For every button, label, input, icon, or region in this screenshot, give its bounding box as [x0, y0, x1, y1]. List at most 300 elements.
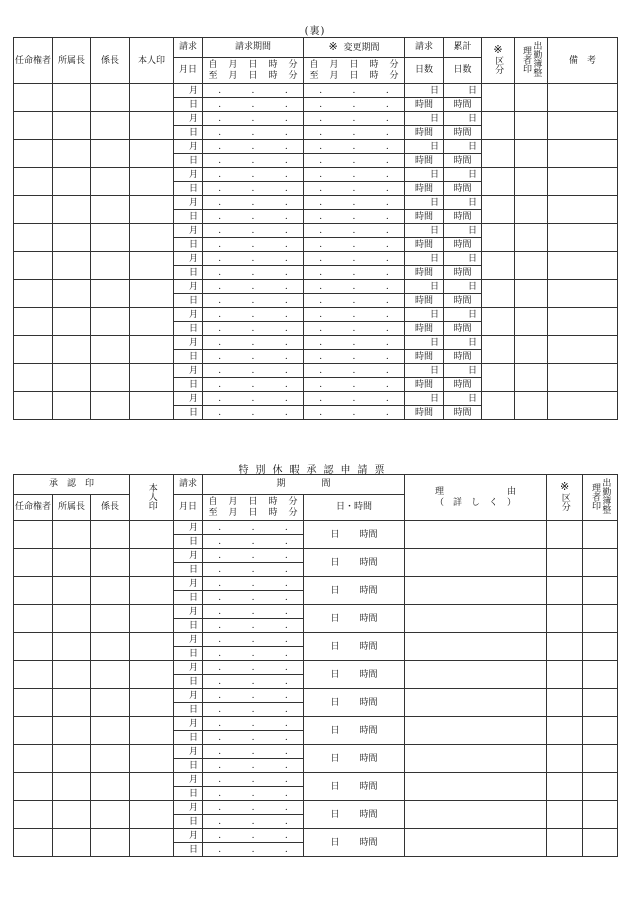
- category-cell[interactable]: [547, 773, 583, 801]
- appointer-cell[interactable]: [14, 308, 53, 336]
- appointer-cell[interactable]: [14, 633, 53, 661]
- request-days-day[interactable]: 日: [405, 140, 444, 154]
- cumulative-days-day[interactable]: 日: [444, 112, 482, 126]
- request-days-hours[interactable]: 時間: [405, 238, 444, 252]
- day-cell[interactable]: 日: [174, 703, 203, 717]
- period-dots[interactable]: [203, 703, 304, 717]
- category-cell[interactable]: [547, 521, 583, 549]
- dept-head-cell[interactable]: [53, 252, 91, 280]
- period-dots[interactable]: [304, 112, 405, 126]
- category-cell[interactable]: [482, 336, 515, 364]
- month-cell[interactable]: 月: [174, 224, 203, 238]
- request-days-hours[interactable]: 時間: [405, 126, 444, 140]
- day-time-cell[interactable]: [304, 745, 405, 773]
- day-cell[interactable]: 日: [174, 182, 203, 196]
- dept-head-cell[interactable]: [53, 829, 91, 857]
- dept-head-cell[interactable]: [53, 280, 91, 308]
- period-dots[interactable]: [203, 336, 304, 350]
- period-dots[interactable]: [304, 98, 405, 112]
- self-seal-cell[interactable]: [130, 364, 174, 392]
- attendance-seal-cell[interactable]: [515, 196, 548, 224]
- period-dots[interactable]: [203, 591, 304, 605]
- chief-cell[interactable]: [91, 661, 130, 689]
- month-cell[interactable]: 月: [174, 605, 203, 619]
- dept-head-cell[interactable]: [53, 336, 91, 364]
- period-dots[interactable]: [304, 182, 405, 196]
- category-cell[interactable]: [482, 392, 515, 420]
- attendance-seal-cell[interactable]: [583, 605, 618, 633]
- day-time-cell[interactable]: [304, 801, 405, 829]
- cumulative-days-hours[interactable]: 時間: [444, 322, 482, 336]
- category-cell[interactable]: [547, 549, 583, 577]
- period-dots[interactable]: [203, 294, 304, 308]
- reason-cell[interactable]: [405, 521, 547, 549]
- chief-cell[interactable]: [91, 717, 130, 745]
- period-dots[interactable]: [304, 84, 405, 98]
- period-dots[interactable]: [203, 84, 304, 98]
- attendance-seal-cell[interactable]: [583, 829, 618, 857]
- dept-head-cell[interactable]: [53, 633, 91, 661]
- category-cell[interactable]: [547, 745, 583, 773]
- chief-cell[interactable]: [91, 84, 130, 112]
- month-cell[interactable]: 月: [174, 829, 203, 843]
- category-cell[interactable]: [482, 252, 515, 280]
- remarks-cell[interactable]: [548, 252, 618, 280]
- remarks-cell[interactable]: [548, 168, 618, 196]
- category-cell[interactable]: [547, 717, 583, 745]
- appointer-cell[interactable]: [14, 280, 53, 308]
- day-time-cell[interactable]: [304, 577, 405, 605]
- chief-cell[interactable]: [91, 745, 130, 773]
- self-seal-cell[interactable]: [130, 392, 174, 420]
- period-dots[interactable]: [304, 196, 405, 210]
- day-cell[interactable]: 日: [174, 843, 203, 857]
- attendance-seal-cell[interactable]: [583, 773, 618, 801]
- dept-head-cell[interactable]: [53, 661, 91, 689]
- appointer-cell[interactable]: [14, 140, 53, 168]
- chief-cell[interactable]: [91, 252, 130, 280]
- request-days-hours[interactable]: 時間: [405, 266, 444, 280]
- period-dots[interactable]: [203, 266, 304, 280]
- period-dots[interactable]: [203, 406, 304, 420]
- attendance-seal-cell[interactable]: [583, 577, 618, 605]
- period-dots[interactable]: [203, 535, 304, 549]
- request-days-hours[interactable]: 時間: [405, 378, 444, 392]
- request-days-day[interactable]: 日: [405, 112, 444, 126]
- period-dots[interactable]: [203, 521, 304, 535]
- self-seal-cell[interactable]: [130, 773, 174, 801]
- chief-cell[interactable]: [91, 689, 130, 717]
- category-cell[interactable]: [482, 196, 515, 224]
- period-dots[interactable]: [203, 633, 304, 647]
- attendance-seal-cell[interactable]: [515, 336, 548, 364]
- remarks-cell[interactable]: [548, 224, 618, 252]
- period-dots[interactable]: [304, 336, 405, 350]
- period-dots[interactable]: [203, 717, 304, 731]
- period-dots[interactable]: [203, 759, 304, 773]
- day-cell[interactable]: 日: [174, 759, 203, 773]
- request-days-hours[interactable]: 時間: [405, 406, 444, 420]
- remarks-cell[interactable]: [548, 196, 618, 224]
- period-dots[interactable]: [203, 238, 304, 252]
- attendance-seal-cell[interactable]: [515, 392, 548, 420]
- day-time-cell[interactable]: [304, 605, 405, 633]
- cumulative-days-day[interactable]: 日: [444, 224, 482, 238]
- request-days-hours[interactable]: 時間: [405, 154, 444, 168]
- cumulative-days-day[interactable]: 日: [444, 252, 482, 266]
- day-cell[interactable]: 日: [174, 238, 203, 252]
- chief-cell[interactable]: [91, 364, 130, 392]
- cumulative-days-day[interactable]: 日: [444, 196, 482, 210]
- remarks-cell[interactable]: [548, 112, 618, 140]
- remarks-cell[interactable]: [548, 84, 618, 112]
- month-cell[interactable]: 月: [174, 364, 203, 378]
- attendance-seal-cell[interactable]: [583, 549, 618, 577]
- day-cell[interactable]: 日: [174, 591, 203, 605]
- attendance-seal-cell[interactable]: [515, 140, 548, 168]
- self-seal-cell[interactable]: [130, 308, 174, 336]
- dept-head-cell[interactable]: [53, 140, 91, 168]
- request-days-hours[interactable]: 時間: [405, 98, 444, 112]
- day-time-cell[interactable]: [304, 633, 405, 661]
- period-dots[interactable]: [304, 224, 405, 238]
- appointer-cell[interactable]: [14, 392, 53, 420]
- cumulative-days-hours[interactable]: 時間: [444, 266, 482, 280]
- period-dots[interactable]: [203, 378, 304, 392]
- period-dots[interactable]: [304, 308, 405, 322]
- cumulative-days-day[interactable]: 日: [444, 392, 482, 406]
- period-dots[interactable]: [304, 294, 405, 308]
- day-cell[interactable]: 日: [174, 647, 203, 661]
- request-days-hours[interactable]: 時間: [405, 294, 444, 308]
- month-cell[interactable]: 月: [174, 773, 203, 787]
- period-dots[interactable]: [203, 252, 304, 266]
- period-dots[interactable]: [203, 140, 304, 154]
- reason-cell[interactable]: [405, 689, 547, 717]
- request-days-hours[interactable]: 時間: [405, 322, 444, 336]
- appointer-cell[interactable]: [14, 521, 53, 549]
- period-dots[interactable]: [304, 350, 405, 364]
- period-dots[interactable]: [203, 801, 304, 815]
- chief-cell[interactable]: [91, 308, 130, 336]
- attendance-seal-cell[interactable]: [515, 224, 548, 252]
- month-cell[interactable]: 月: [174, 801, 203, 815]
- chief-cell[interactable]: [91, 521, 130, 549]
- period-dots[interactable]: [203, 196, 304, 210]
- day-cell[interactable]: 日: [174, 294, 203, 308]
- month-cell[interactable]: 月: [174, 112, 203, 126]
- period-dots[interactable]: [203, 224, 304, 238]
- period-dots[interactable]: [304, 266, 405, 280]
- appointer-cell[interactable]: [14, 336, 53, 364]
- attendance-seal-cell[interactable]: [515, 364, 548, 392]
- day-time-cell[interactable]: [304, 773, 405, 801]
- dept-head-cell[interactable]: [53, 773, 91, 801]
- request-days-hours[interactable]: 時間: [405, 182, 444, 196]
- appointer-cell[interactable]: [14, 549, 53, 577]
- reason-cell[interactable]: [405, 605, 547, 633]
- dept-head-cell[interactable]: [53, 549, 91, 577]
- period-dots[interactable]: [203, 549, 304, 563]
- period-dots[interactable]: [203, 661, 304, 675]
- chief-cell[interactable]: [91, 168, 130, 196]
- self-seal-cell[interactable]: [130, 84, 174, 112]
- period-dots[interactable]: [203, 210, 304, 224]
- month-cell[interactable]: 月: [174, 745, 203, 759]
- category-cell[interactable]: [482, 112, 515, 140]
- self-seal-cell[interactable]: [130, 605, 174, 633]
- period-dots[interactable]: [203, 577, 304, 591]
- request-days-day[interactable]: 日: [405, 336, 444, 350]
- cumulative-days-hours[interactable]: 時間: [444, 350, 482, 364]
- period-dots[interactable]: [304, 238, 405, 252]
- appointer-cell[interactable]: [14, 168, 53, 196]
- chief-cell[interactable]: [91, 196, 130, 224]
- dept-head-cell[interactable]: [53, 168, 91, 196]
- period-dots[interactable]: [203, 280, 304, 294]
- dept-head-cell[interactable]: [53, 196, 91, 224]
- cumulative-days-hours[interactable]: 時間: [444, 98, 482, 112]
- request-days-day[interactable]: 日: [405, 196, 444, 210]
- appointer-cell[interactable]: [14, 745, 53, 773]
- month-cell[interactable]: 月: [174, 84, 203, 98]
- request-days-day[interactable]: 日: [405, 308, 444, 322]
- appointer-cell[interactable]: [14, 577, 53, 605]
- day-cell[interactable]: 日: [174, 619, 203, 633]
- category-cell[interactable]: [482, 140, 515, 168]
- period-dots[interactable]: [304, 252, 405, 266]
- reason-cell[interactable]: [405, 577, 547, 605]
- day-cell[interactable]: 日: [174, 378, 203, 392]
- remarks-cell[interactable]: [548, 280, 618, 308]
- self-seal-cell[interactable]: [130, 252, 174, 280]
- period-dots[interactable]: [203, 619, 304, 633]
- request-days-day[interactable]: 日: [405, 364, 444, 378]
- period-dots[interactable]: [203, 773, 304, 787]
- day-time-cell[interactable]: [304, 829, 405, 857]
- request-days-day[interactable]: 日: [405, 280, 444, 294]
- period-dots[interactable]: [203, 182, 304, 196]
- day-cell[interactable]: 日: [174, 350, 203, 364]
- appointer-cell[interactable]: [14, 661, 53, 689]
- month-cell[interactable]: 月: [174, 280, 203, 294]
- period-dots[interactable]: [203, 308, 304, 322]
- period-dots[interactable]: [304, 140, 405, 154]
- dept-head-cell[interactable]: [53, 689, 91, 717]
- month-cell[interactable]: 月: [174, 717, 203, 731]
- self-seal-cell[interactable]: [130, 140, 174, 168]
- reason-cell[interactable]: [405, 801, 547, 829]
- period-dots[interactable]: [203, 154, 304, 168]
- request-days-day[interactable]: 日: [405, 84, 444, 98]
- period-dots[interactable]: [203, 689, 304, 703]
- remarks-cell[interactable]: [548, 336, 618, 364]
- appointer-cell[interactable]: [14, 84, 53, 112]
- day-time-cell[interactable]: [304, 689, 405, 717]
- dept-head-cell[interactable]: [53, 521, 91, 549]
- request-days-hours[interactable]: 時間: [405, 350, 444, 364]
- day-cell[interactable]: 日: [174, 815, 203, 829]
- cumulative-days-hours[interactable]: 時間: [444, 210, 482, 224]
- day-cell[interactable]: 日: [174, 98, 203, 112]
- remarks-cell[interactable]: [548, 308, 618, 336]
- cumulative-days-hours[interactable]: 時間: [444, 238, 482, 252]
- self-seal-cell[interactable]: [130, 689, 174, 717]
- remarks-cell[interactable]: [548, 364, 618, 392]
- category-cell[interactable]: [482, 224, 515, 252]
- chief-cell[interactable]: [91, 392, 130, 420]
- category-cell[interactable]: [482, 84, 515, 112]
- dept-head-cell[interactable]: [53, 577, 91, 605]
- period-dots[interactable]: [304, 364, 405, 378]
- category-cell[interactable]: [547, 689, 583, 717]
- cumulative-days-day[interactable]: 日: [444, 364, 482, 378]
- cumulative-days-hours[interactable]: 時間: [444, 406, 482, 420]
- dept-head-cell[interactable]: [53, 112, 91, 140]
- period-dots[interactable]: [203, 350, 304, 364]
- attendance-seal-cell[interactable]: [583, 745, 618, 773]
- day-time-cell[interactable]: [304, 521, 405, 549]
- self-seal-cell[interactable]: [130, 521, 174, 549]
- self-seal-cell[interactable]: [130, 577, 174, 605]
- period-dots[interactable]: [203, 675, 304, 689]
- appointer-cell[interactable]: [14, 112, 53, 140]
- month-cell[interactable]: 月: [174, 308, 203, 322]
- dept-head-cell[interactable]: [53, 392, 91, 420]
- attendance-seal-cell[interactable]: [583, 661, 618, 689]
- cumulative-days-hours[interactable]: 時間: [444, 182, 482, 196]
- cumulative-days-day[interactable]: 日: [444, 336, 482, 350]
- appointer-cell[interactable]: [14, 196, 53, 224]
- day-time-cell[interactable]: [304, 661, 405, 689]
- chief-cell[interactable]: [91, 829, 130, 857]
- period-dots[interactable]: [203, 843, 304, 857]
- category-cell[interactable]: [482, 168, 515, 196]
- period-dots[interactable]: [304, 168, 405, 182]
- appointer-cell[interactable]: [14, 224, 53, 252]
- request-days-day[interactable]: 日: [405, 168, 444, 182]
- month-cell[interactable]: 月: [174, 549, 203, 563]
- day-cell[interactable]: 日: [174, 126, 203, 140]
- remarks-cell[interactable]: [548, 140, 618, 168]
- attendance-seal-cell[interactable]: [515, 308, 548, 336]
- attendance-seal-cell[interactable]: [515, 112, 548, 140]
- category-cell[interactable]: [482, 308, 515, 336]
- chief-cell[interactable]: [91, 224, 130, 252]
- category-cell[interactable]: [547, 633, 583, 661]
- self-seal-cell[interactable]: [130, 549, 174, 577]
- dept-head-cell[interactable]: [53, 364, 91, 392]
- period-dots[interactable]: [304, 280, 405, 294]
- period-dots[interactable]: [304, 406, 405, 420]
- period-dots[interactable]: [203, 364, 304, 378]
- month-cell[interactable]: 月: [174, 140, 203, 154]
- cumulative-days-day[interactable]: 日: [444, 168, 482, 182]
- month-cell[interactable]: 月: [174, 633, 203, 647]
- period-dots[interactable]: [304, 210, 405, 224]
- dept-head-cell[interactable]: [53, 84, 91, 112]
- self-seal-cell[interactable]: [130, 112, 174, 140]
- appointer-cell[interactable]: [14, 364, 53, 392]
- period-dots[interactable]: [203, 322, 304, 336]
- category-cell[interactable]: [547, 605, 583, 633]
- reason-cell[interactable]: [405, 661, 547, 689]
- day-cell[interactable]: 日: [174, 406, 203, 420]
- appointer-cell[interactable]: [14, 252, 53, 280]
- day-cell[interactable]: 日: [174, 322, 203, 336]
- chief-cell[interactable]: [91, 336, 130, 364]
- period-dots[interactable]: [203, 815, 304, 829]
- period-dots[interactable]: [203, 112, 304, 126]
- period-dots[interactable]: [203, 647, 304, 661]
- appointer-cell[interactable]: [14, 605, 53, 633]
- period-dots[interactable]: [304, 392, 405, 406]
- period-dots[interactable]: [203, 98, 304, 112]
- period-dots[interactable]: [304, 126, 405, 140]
- period-dots[interactable]: [203, 731, 304, 745]
- month-cell[interactable]: 月: [174, 336, 203, 350]
- attendance-seal-cell[interactable]: [515, 168, 548, 196]
- cumulative-days-hours[interactable]: 時間: [444, 378, 482, 392]
- chief-cell[interactable]: [91, 140, 130, 168]
- month-cell[interactable]: 月: [174, 689, 203, 703]
- period-dots[interactable]: [203, 745, 304, 759]
- dept-head-cell[interactable]: [53, 745, 91, 773]
- day-cell[interactable]: 日: [174, 154, 203, 168]
- category-cell[interactable]: [547, 801, 583, 829]
- month-cell[interactable]: 月: [174, 252, 203, 266]
- attendance-seal-cell[interactable]: [515, 252, 548, 280]
- day-cell[interactable]: 日: [174, 266, 203, 280]
- self-seal-cell[interactable]: [130, 717, 174, 745]
- chief-cell[interactable]: [91, 549, 130, 577]
- cumulative-days-day[interactable]: 日: [444, 84, 482, 98]
- month-cell[interactable]: 月: [174, 521, 203, 535]
- cumulative-days-day[interactable]: 日: [444, 140, 482, 154]
- self-seal-cell[interactable]: [130, 280, 174, 308]
- period-dots[interactable]: [203, 392, 304, 406]
- appointer-cell[interactable]: [14, 717, 53, 745]
- category-cell[interactable]: [547, 661, 583, 689]
- chief-cell[interactable]: [91, 577, 130, 605]
- day-cell[interactable]: 日: [174, 563, 203, 577]
- chief-cell[interactable]: [91, 112, 130, 140]
- period-dots[interactable]: [203, 563, 304, 577]
- chief-cell[interactable]: [91, 773, 130, 801]
- appointer-cell[interactable]: [14, 689, 53, 717]
- remarks-cell[interactable]: [548, 392, 618, 420]
- appointer-cell[interactable]: [14, 773, 53, 801]
- request-days-day[interactable]: 日: [405, 252, 444, 266]
- month-cell[interactable]: 月: [174, 392, 203, 406]
- attendance-seal-cell[interactable]: [583, 801, 618, 829]
- reason-cell[interactable]: [405, 773, 547, 801]
- category-cell[interactable]: [547, 829, 583, 857]
- attendance-seal-cell[interactable]: [583, 521, 618, 549]
- cumulative-days-hours[interactable]: 時間: [444, 126, 482, 140]
- attendance-seal-cell[interactable]: [583, 633, 618, 661]
- dept-head-cell[interactable]: [53, 224, 91, 252]
- reason-cell[interactable]: [405, 549, 547, 577]
- request-days-hours[interactable]: 時間: [405, 210, 444, 224]
- period-dots[interactable]: [304, 378, 405, 392]
- dept-head-cell[interactable]: [53, 717, 91, 745]
- day-cell[interactable]: 日: [174, 210, 203, 224]
- dept-head-cell[interactable]: [53, 605, 91, 633]
- reason-cell[interactable]: [405, 829, 547, 857]
- request-days-day[interactable]: 日: [405, 224, 444, 238]
- self-seal-cell[interactable]: [130, 661, 174, 689]
